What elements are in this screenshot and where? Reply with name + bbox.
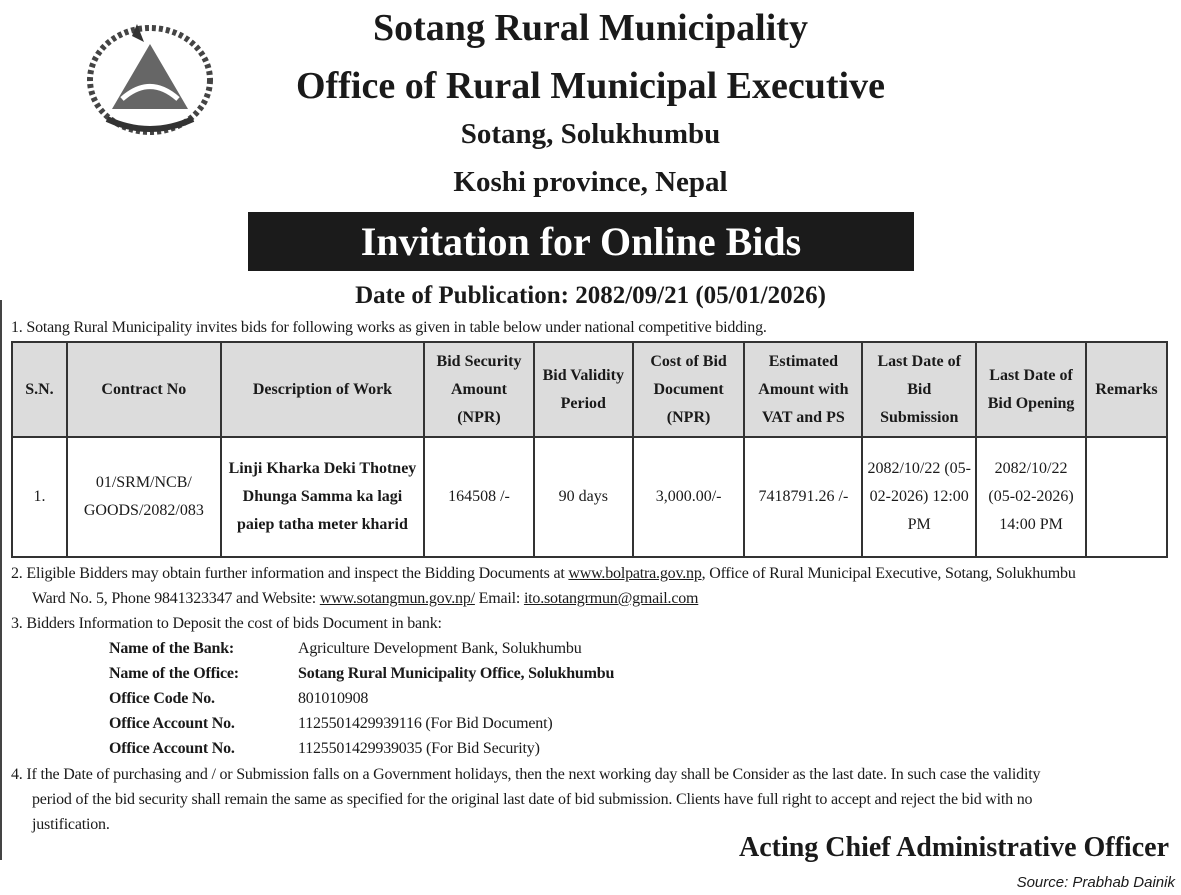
cell-validity: 90 days (534, 437, 633, 557)
paragraph-2-cont (32, 586, 698, 611)
cell-opening-date: 2082/10/22 (05-02-2026) 14:00 PM (976, 437, 1086, 557)
office-location: Sotang, Solukhumbu (460, 118, 721, 150)
cell-remarks (1086, 437, 1167, 557)
col-header: Estimated Amount with VAT and PS (744, 342, 862, 437)
email-link[interactable]: ito.sotangrmun@gmail.com (523, 590, 699, 607)
paragraph-3: 3. Bidders Information to Deposit the cost of bids Document in bank: (11, 615, 442, 632)
para2-text: Email: (474, 590, 524, 607)
para2-text: Ward No. 5, Phone 9841323347 and Website: (32, 590, 320, 607)
office-name: Office of Rural Municipal Executive (296, 65, 885, 107)
col-header: Cost of Bid Document (NPR) (633, 342, 745, 437)
office-value: Sotang Rural Municipality Office, Solukhumbu (298, 665, 615, 682)
bank-label: Name of the Bank: (109, 640, 235, 657)
bid-table (11, 341, 1168, 558)
notice-title-banner: Invitation for Online Bids (248, 212, 914, 271)
paragraph-4-line3: justification. (32, 816, 110, 833)
table-row (12, 437, 1167, 557)
signatory-title: Acting Chief Administrative Officer (738, 832, 1169, 863)
col-header: Last Date of Bid Submission (862, 342, 976, 437)
para2-text: 2. Eligible Bidders may obtain further information and inspect the Bidding Documents at (11, 565, 569, 582)
cell-estimate: 7418791.26 /- (744, 437, 862, 557)
account-value: 1125501429939116 (For Bid Document) (298, 715, 553, 732)
cell-doc-cost: 3,000.00/- (633, 437, 745, 557)
office-label: Name of the Office: (109, 665, 239, 682)
source-credit: Source: Prabhab Dainik (1016, 874, 1175, 891)
col-header: Remarks (1086, 342, 1167, 437)
bank-value: Agriculture Development Bank, Solukhumbu (298, 640, 582, 657)
col-header: Last Date of Bid Opening (976, 342, 1086, 437)
office-code-label: Office Code No. (109, 690, 215, 707)
account-value: 1125501429939035 (For Bid Security) (298, 740, 540, 757)
page-edge (0, 300, 2, 860)
col-header: Bid Security Amount (NPR) (424, 342, 534, 437)
cell-submission-date: 2082/10/22 (05-02-2026) 12:00 PM (862, 437, 976, 557)
paragraph-4-line1: 4. If the Date of purchasing and / or Submission falls on a Government holidays, then the next working day shall be Consider as the last date. In such case the validity (11, 766, 1041, 783)
office-code-value: 801010908 (298, 690, 369, 707)
table-header-row (12, 342, 1167, 437)
cell-bid-security: 164508 /- (424, 437, 534, 557)
cell-description: Linji Kharka Deki Thotney Dhunga Samma ka lagi paiep tatha meter kharid (221, 437, 424, 557)
paragraph-2 (11, 561, 1076, 586)
publication-date: Date of Publication: 2082/09/21 (05/01/2026) (355, 282, 826, 309)
col-header: Bid Validity Period (534, 342, 633, 437)
account-label: Office Account No. (109, 715, 235, 732)
cell-sn: 1. (12, 437, 67, 557)
account-label: Office Account No. (109, 740, 235, 757)
province: Koshi province, Nepal (453, 166, 728, 198)
paragraph-1: 1. Sotang Rural Municipality invites bids for following works as given in table below under national competitive bidding. (11, 319, 767, 336)
bolpatra-link[interactable]: www.bolpatra.gov.np (568, 565, 702, 582)
municipality-name: Sotang Rural Municipality (373, 7, 808, 49)
para2-text: , Office of Rural Municipal Executive, Sotang, Solukhumbu (701, 565, 1076, 582)
paragraph-4-line2: period of the bid security shall remain the same as specified for the original last date of bid submission. Clients have full right to accept and reject the bid with no (32, 791, 1033, 808)
col-header: S.N. (12, 342, 67, 437)
col-header: Description of Work (221, 342, 424, 437)
website-link[interactable]: www.sotangmun.gov.np/ (319, 590, 475, 607)
col-header: Contract No (67, 342, 221, 437)
cell-contract-no: 01/SRM/NCB/ GOODS/2082/083 (67, 437, 221, 557)
